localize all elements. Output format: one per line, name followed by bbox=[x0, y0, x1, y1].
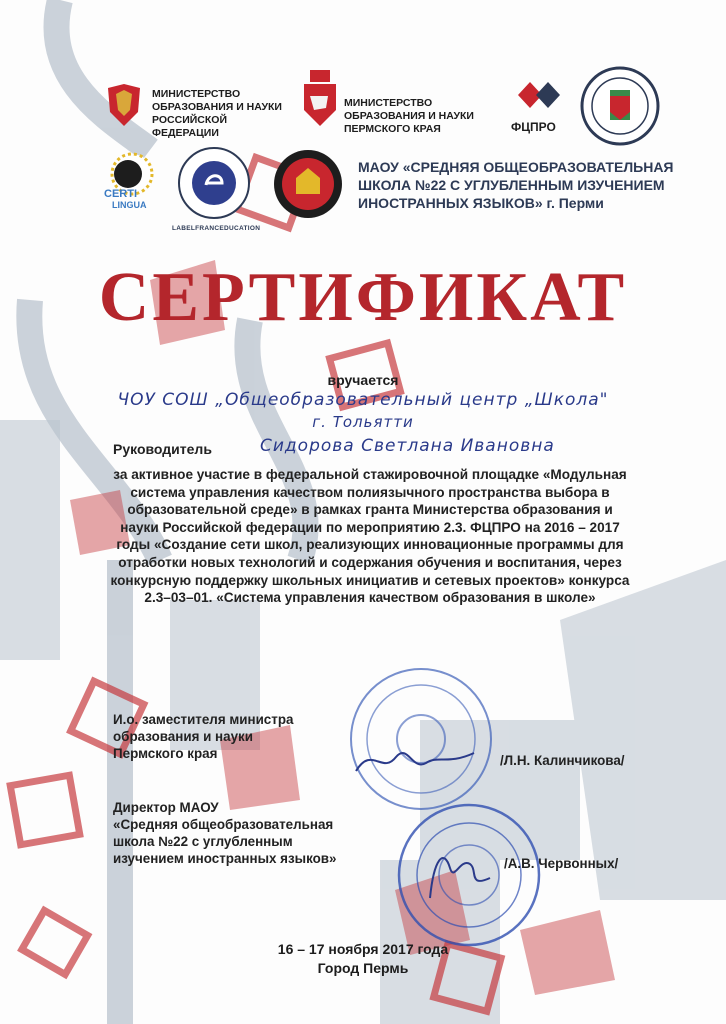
event-place: Город Пермь bbox=[317, 960, 409, 976]
awarded-label: вручается bbox=[327, 372, 399, 388]
signatory2-position-line1: Директор МАОУ bbox=[113, 800, 219, 815]
certilingua-bottom-label: LINGUA bbox=[112, 200, 147, 210]
signature-2 bbox=[420, 838, 500, 908]
signatory2-position-line3: школа №22 с углубленным bbox=[113, 834, 293, 849]
unesco-school-emblem-icon bbox=[272, 148, 344, 220]
body-text: за активное участие в федеральной стажировочной площадке «Модульная система управления качеством полиязычного пространства выбора в образовательной среде» в рамках гранта Министерства образования и науки Российской федерации по мероприятию 2.3. ФЦПРО на 2016 – 2017 годы «Создание сети школ, реализующих инновационные программы для отработки новых технологий и содержания обучения и воспитания, через конкурсную поддержку школьных инициатив и сетевых проектов» конкурса 2.3–03–01. «Система управления качеством образования в школе» bbox=[110, 467, 630, 606]
recipient-line2: г. Тольятти bbox=[312, 413, 414, 431]
fcpro-label: ФЦПРО bbox=[511, 120, 556, 134]
signatory1-position-line3: Пермского края bbox=[113, 746, 218, 761]
ministry-rf-label: МИНИСТЕРСТВО ОБРАЗОВАНИЯ И НАУКИ РОССИЙСКОЙ ФЕДЕРАЦИИ bbox=[152, 88, 282, 139]
coat-of-arms-perm-icon bbox=[302, 70, 338, 128]
signature-1 bbox=[352, 735, 482, 785]
coat-of-arms-rf-icon bbox=[104, 82, 144, 128]
labelfrance-label: LABELFRANCEDUCATION bbox=[172, 225, 261, 232]
head-name: Сидорова Светлана Ивановна bbox=[260, 436, 555, 456]
department-emblem-icon bbox=[580, 66, 660, 146]
ministry-perm-label: МИНИСТЕРСТВО ОБРАЗОВАНИЯ И НАУКИ ПЕРМСКОГО КРАЯ bbox=[344, 97, 474, 135]
signatory1-name: /Л.Н. Калинчикова/ bbox=[500, 753, 625, 768]
head-label: Руководитель bbox=[113, 441, 212, 457]
recipient-line1: ЧОУ СОШ „Общеобразовательный центр „Школа" bbox=[117, 390, 609, 410]
school-title: МАОУ «СРЕДНЯЯ ОБЩЕОБРАЗОВАТЕЛЬНАЯ ШКОЛА №22 С УГЛУБЛЕННЫМ ИЗУЧЕНИЕМ ИНОСТРАННЫХ ЯЗЫКОВ» г. Перми bbox=[358, 159, 674, 211]
certificate-title: СЕРТИФИКАТ bbox=[98, 259, 628, 336]
signatory2-position-line4: изучением иностранных языков» bbox=[113, 851, 337, 866]
fcpro-logo-icon bbox=[512, 74, 566, 116]
certilingua-top-label: CERTI bbox=[104, 188, 137, 200]
signatory1-position-line2: образования и науки bbox=[113, 729, 253, 744]
signatory2-name: /А.В. Червонных/ bbox=[504, 856, 619, 871]
event-date: 16 – 17 ноября 2017 года bbox=[277, 941, 449, 957]
labelfrance-logo-icon bbox=[176, 145, 252, 221]
signatory1-position-line1: И.о. заместителя министра bbox=[113, 712, 294, 727]
signatory2-position-line2: «Средняя общеобразовательная bbox=[113, 817, 334, 832]
